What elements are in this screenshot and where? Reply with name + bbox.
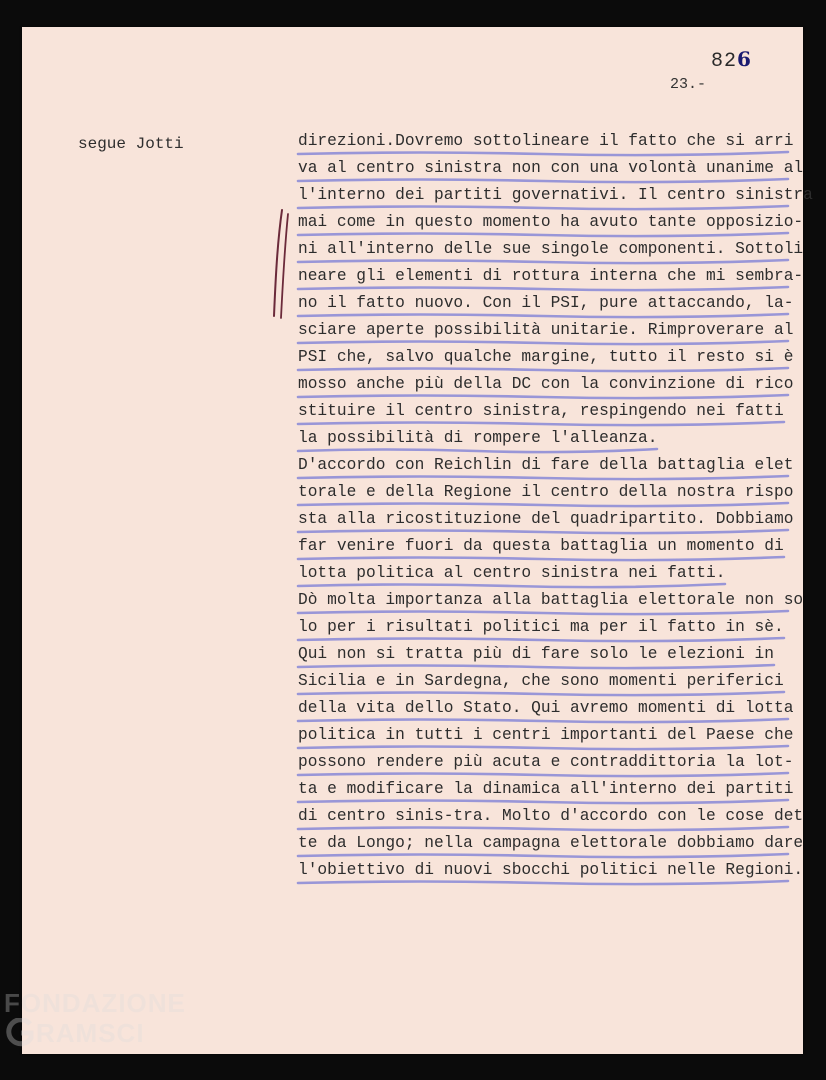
- text-line: politica in tutti i centri importanti del Paese che: [298, 726, 794, 744]
- text-line: mosso anche più della DC con la convinzione di rico: [298, 375, 794, 393]
- logo-line-1: FONDAZIONE: [4, 988, 186, 1018]
- text-line: Dò molta importanza alla battaglia elettorale non so: [298, 591, 804, 609]
- text-line: sta alla ricostituzione del quadripartito. Dobbiamo: [298, 510, 794, 528]
- text-line: direzioni.Dovremo sottolineare il fatto che si arri: [298, 132, 794, 150]
- text-line: lo per i risultati politici ma per il fatto in sè.: [298, 618, 784, 636]
- page-number: 23.-: [670, 76, 707, 93]
- text-line: va al centro sinistra non con una volontà unanime al: [298, 159, 804, 177]
- text-line: Sicilia e in Sardegna, che sono momenti periferici: [298, 672, 784, 690]
- text-line: PSI che, salvo qualche margine, tutto il resto si è: [298, 348, 794, 366]
- text-line: mai come in questo momento ha avuto tante opposizio-: [298, 213, 804, 231]
- archive-number-typed: 82: [711, 50, 738, 73]
- archive-number: [711, 47, 752, 73]
- text-line: lotta politica al centro sinistra nei fatti.: [298, 564, 726, 582]
- text-line: ta e modificare la dinamica all'interno dei partiti: [298, 780, 794, 798]
- text-line: te da Longo; nella campagna elettorale dobbiamo dare: [298, 834, 804, 852]
- text-line: neare gli elementi di rottura interna che mi sembra-: [298, 267, 804, 285]
- text-line: della vita dello Stato. Qui avremo momenti di lotta: [298, 699, 794, 717]
- text-line: no il fatto nuovo. Con il PSI, pure attaccando, la-: [298, 294, 794, 312]
- archive-number-handwritten: 6: [737, 47, 752, 71]
- text-line: possono rendere più acuta e contraddittoria la lot-: [298, 753, 794, 771]
- text-line: l'obiettivo di nuovi sbocchi politici nelle Regioni.: [298, 861, 804, 879]
- text-line: di centro sinis-tra. Molto d'accordo con le cose det: [298, 807, 804, 825]
- text-line: far venire fuori da questa battaglia un momento di: [298, 537, 784, 555]
- text-line: torale e della Regione il centro della nostra rispo: [298, 483, 794, 501]
- margin-mark-icon: [268, 208, 292, 320]
- logo-line-2: RAMSCI: [36, 1018, 145, 1048]
- text-line: D'accordo con Reichlin di fare della battaglia elet: [298, 456, 794, 474]
- text-line: sciare aperte possibilità unitarie. Rimproverare al: [298, 321, 794, 339]
- text-line: l'interno dei partiti governativi. Il centro sinistra: [298, 186, 813, 204]
- text-line: la possibilità di rompere l'alleanza.: [298, 429, 658, 447]
- speaker-label: segue Jotti: [78, 135, 184, 153]
- text-line: Qui non si tratta più di fare solo le elezioni in: [298, 645, 774, 663]
- fondazione-gramsci-logo: [4, 988, 186, 1048]
- logo-g-icon: [4, 1018, 36, 1048]
- text-line: stituire il centro sinistra, respingendo nei fatti: [298, 402, 784, 420]
- text-line: ni all'interno delle sue singole componenti. Sottoli: [298, 240, 804, 258]
